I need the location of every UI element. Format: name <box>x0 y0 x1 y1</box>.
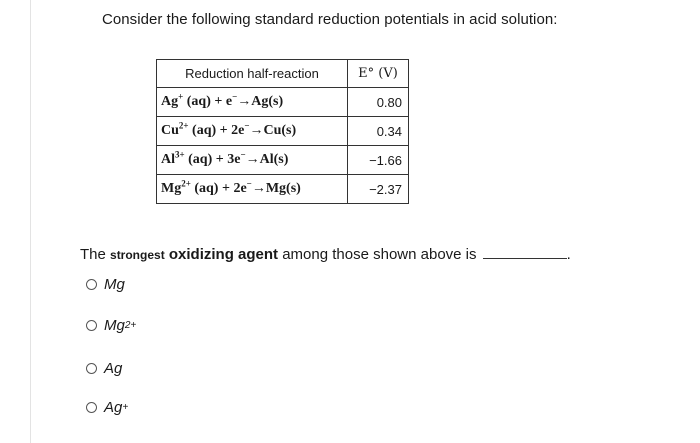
product: →Ag(s) <box>237 94 284 109</box>
header-half-reaction: Reduction half-reaction <box>157 60 348 88</box>
option-label: Mg <box>104 317 125 334</box>
reactant: Ag <box>161 94 179 109</box>
product: →Cu(s) <box>249 123 297 138</box>
electron-charge: − <box>244 120 250 131</box>
reaction-mid: (aq) + 2e <box>188 123 245 138</box>
electron-charge: − <box>246 178 252 189</box>
half-reaction-cell <box>157 117 348 146</box>
radio-button[interactable] <box>86 363 97 374</box>
reactant: Al <box>161 152 175 167</box>
option-label: Ag <box>104 399 123 416</box>
left-divider <box>30 0 31 443</box>
electron-charge: − <box>232 91 238 102</box>
table-row <box>157 88 409 117</box>
option-agplus[interactable]: Ag + <box>86 399 128 416</box>
reaction-mid: (aq) + e <box>183 94 233 109</box>
reaction-mid: (aq) + 3e <box>184 152 241 167</box>
potential-value: −2.37 <box>348 175 409 204</box>
radio-button[interactable] <box>86 402 97 413</box>
header-e-standard: E° (V) <box>348 60 409 88</box>
reactant: Cu <box>161 123 179 138</box>
product: →Mg(s) <box>251 181 301 196</box>
option-label: Mg <box>104 276 125 293</box>
half-reaction-cell <box>157 146 348 175</box>
reaction-mid: (aq) + 2e <box>190 181 247 196</box>
charge: 3+ <box>175 149 185 160</box>
option-mg2plus[interactable]: Mg 2+ <box>86 317 136 334</box>
question-emphasis-oxidizing-agent: oxidizing agent <box>168 246 279 263</box>
charge: 2+ <box>178 120 189 131</box>
option-mg[interactable] <box>86 276 125 293</box>
option-ag[interactable] <box>86 360 122 377</box>
table-header-row <box>157 60 409 88</box>
potential-value: 0.34 <box>348 117 409 146</box>
table-row <box>157 117 409 146</box>
potential-value: −1.66 <box>348 146 409 175</box>
question-prompt: Consider the following standard reduction potentials in acid solution: <box>102 11 558 28</box>
option-label: Ag <box>104 360 123 377</box>
reactant: Mg <box>161 181 182 196</box>
half-reaction-cell <box>157 88 348 117</box>
question-text <box>80 246 571 263</box>
question-text-part: The <box>80 246 111 263</box>
question-text-part: among those shown above is <box>278 246 481 263</box>
radio-button[interactable] <box>86 279 97 290</box>
potential-value: 0.80 <box>348 88 409 117</box>
radio-button[interactable] <box>86 320 97 331</box>
charge: 2+ <box>181 178 191 189</box>
product: →Al(s) <box>245 152 289 167</box>
half-reaction-cell <box>157 175 348 204</box>
answer-blank <box>483 257 567 259</box>
table-row <box>157 146 409 175</box>
question-emphasis-strongest: strongest <box>110 248 165 262</box>
question-period: . <box>566 246 571 263</box>
charge: + <box>178 91 184 102</box>
table-row <box>157 175 409 204</box>
electron-charge: − <box>240 149 246 160</box>
reduction-potentials-table <box>156 59 409 204</box>
